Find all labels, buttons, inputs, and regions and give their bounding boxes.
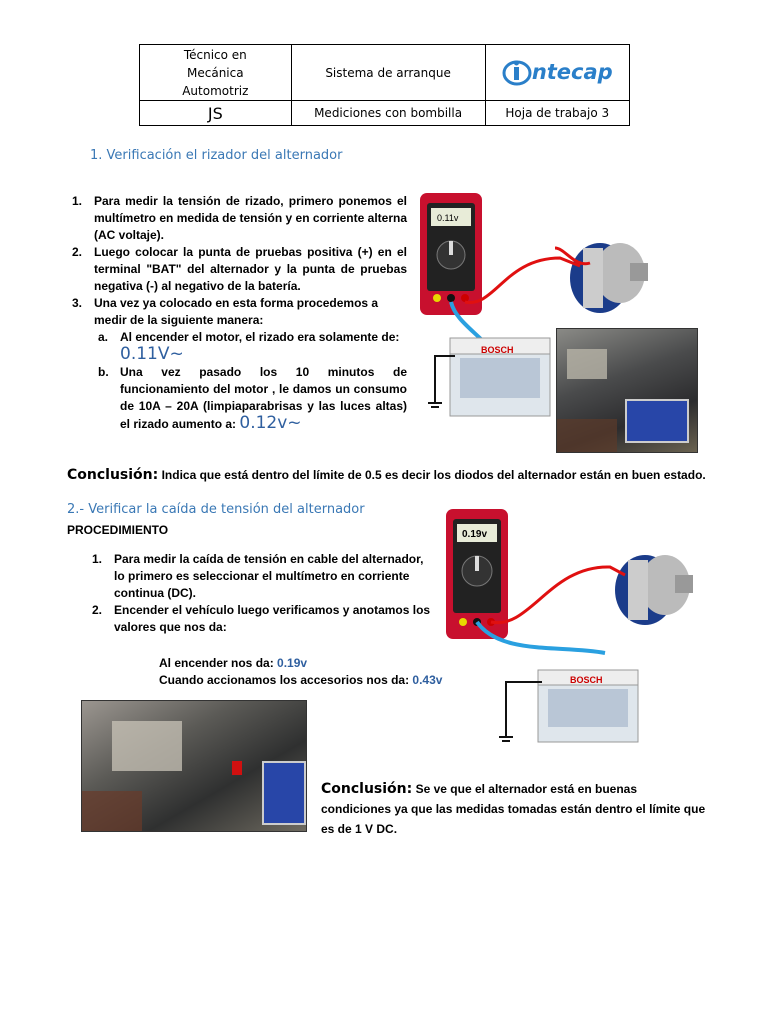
ground-icon bbox=[499, 737, 513, 741]
alternator-icon bbox=[570, 243, 648, 313]
header-table bbox=[139, 44, 630, 126]
sub-step-letter: a. bbox=[98, 330, 109, 344]
multimeter-in-photo bbox=[262, 761, 306, 825]
conclusion-label: Conclusión: bbox=[67, 467, 159, 483]
conclusion-text: Se ve que el alternador está en buenas condiciones ya que las medidas tomadas están dentro el límite que es de 1 V DC. bbox=[321, 782, 706, 836]
engine-photo-1 bbox=[556, 328, 698, 453]
initials-cell bbox=[140, 101, 292, 126]
topic-cell bbox=[291, 45, 485, 101]
step-number: 3. bbox=[72, 296, 83, 310]
sub-step-text: Una vez pasado los 10 minutos de funcionamiento del motor , le damos un consumo de 10A – 20A (limpiaparabrisas y las luces altas) el rizado bbox=[120, 365, 407, 431]
course-label: Técnico en Mecánica Automotriz bbox=[182, 47, 249, 98]
conclusion-label: Conclusión: bbox=[321, 781, 413, 797]
step-number: 2. bbox=[72, 245, 83, 259]
step-number: 1. bbox=[92, 552, 103, 566]
reading-1 bbox=[159, 655, 442, 672]
section1-steps bbox=[72, 193, 407, 433]
multimeter-icon bbox=[420, 193, 482, 315]
sub-step-text: Al encender el motor, el rizado era solamente de: bbox=[120, 330, 400, 344]
engine-photo-2 bbox=[81, 700, 307, 832]
logo-text: ntecap bbox=[531, 59, 613, 84]
step-number: 2. bbox=[92, 603, 103, 617]
red-probe-wire bbox=[465, 258, 580, 302]
intecap-logo bbox=[502, 60, 613, 84]
alternator-icon bbox=[615, 555, 693, 625]
reading-value: 0.19v bbox=[277, 656, 308, 670]
sub-step-a bbox=[72, 329, 407, 364]
step-number: 1. bbox=[72, 194, 83, 208]
step-3 bbox=[72, 295, 407, 329]
procedure-heading: PROCEDIMIENTO bbox=[67, 523, 169, 537]
step-1 bbox=[92, 551, 437, 602]
step-2 bbox=[92, 602, 437, 636]
battery-icon bbox=[450, 338, 550, 416]
multimeter-icon bbox=[446, 509, 508, 639]
svg-text:BOSCH: BOSCH bbox=[570, 675, 603, 685]
logo-swoosh-icon bbox=[502, 58, 532, 88]
meter-display: 0.19v bbox=[462, 529, 488, 540]
ground-wire bbox=[506, 682, 542, 737]
course-cell bbox=[140, 45, 292, 101]
reading-label: Al encender nos da: bbox=[159, 656, 278, 670]
ground-icon bbox=[428, 403, 442, 407]
step-2 bbox=[72, 244, 407, 295]
sheet-label: Hoja de trabajo 3 bbox=[505, 106, 610, 120]
conclusion-text: Indica que está dentro del límite de 0.5 es decir los diodos del alternador están en buen estado. bbox=[158, 468, 706, 482]
readings bbox=[159, 655, 442, 689]
sheet-cell bbox=[485, 101, 629, 126]
subtopic-cell bbox=[291, 101, 485, 126]
section2-steps bbox=[92, 551, 437, 636]
ripple-value-1: 0.11V~ bbox=[120, 344, 184, 364]
step-text: Encender el vehículo luego verificamos y anotamos los valores que nos da: bbox=[114, 603, 431, 634]
step-text: Para medir la tensión de rizado, primero ponemos el multímetro en medida de tensión y en corriente alterna (AC voltaje). bbox=[94, 194, 407, 242]
sub-step-letter: b. bbox=[98, 365, 109, 379]
topic-label: Sistema de arranque bbox=[325, 65, 451, 80]
step-text: Una vez ya colocado en esta forma procedemos a medir de la siguiente manera: bbox=[94, 296, 379, 327]
conclusion-1 bbox=[67, 466, 707, 484]
ripple-value-2: 0.12v~ bbox=[239, 413, 302, 433]
voltage-drop-diagram bbox=[440, 505, 710, 750]
sub-step-b bbox=[72, 364, 407, 433]
logo-cell bbox=[485, 45, 629, 101]
step-text: Luego colocar la punta de pruebas positiva (+) en el terminal "BAT" del alternador y la punta de pruebas negativa (-) al negativo de la batería. bbox=[94, 245, 407, 293]
initials: JS bbox=[207, 103, 223, 123]
reading-value: 0.43v bbox=[412, 673, 443, 687]
section2-heading: 2.- Verificar la caída de tensión del alternador bbox=[67, 502, 365, 517]
section1-heading: 1. Verificación el rizador del alternador bbox=[90, 148, 343, 163]
step-1 bbox=[72, 193, 407, 244]
reading-label: Cuando accionamos los accesorios nos da: bbox=[159, 673, 413, 687]
reading-2 bbox=[159, 672, 442, 689]
step-text: Para medir la caída de tensión en cable del alternador, lo primero es seleccionar el multímetro en corriente continua (DC). bbox=[114, 552, 424, 600]
svg-text:BOSCH: BOSCH bbox=[481, 345, 514, 355]
meter-display: 0.11v bbox=[437, 213, 459, 223]
sub-step-text-cont: aumento a: bbox=[172, 417, 240, 431]
subtopic-label: Mediciones con bombilla bbox=[314, 106, 463, 120]
multimeter-in-photo bbox=[625, 399, 689, 443]
battery-icon bbox=[538, 670, 638, 742]
red-probe-wire bbox=[491, 567, 625, 623]
conclusion-2 bbox=[321, 779, 706, 839]
